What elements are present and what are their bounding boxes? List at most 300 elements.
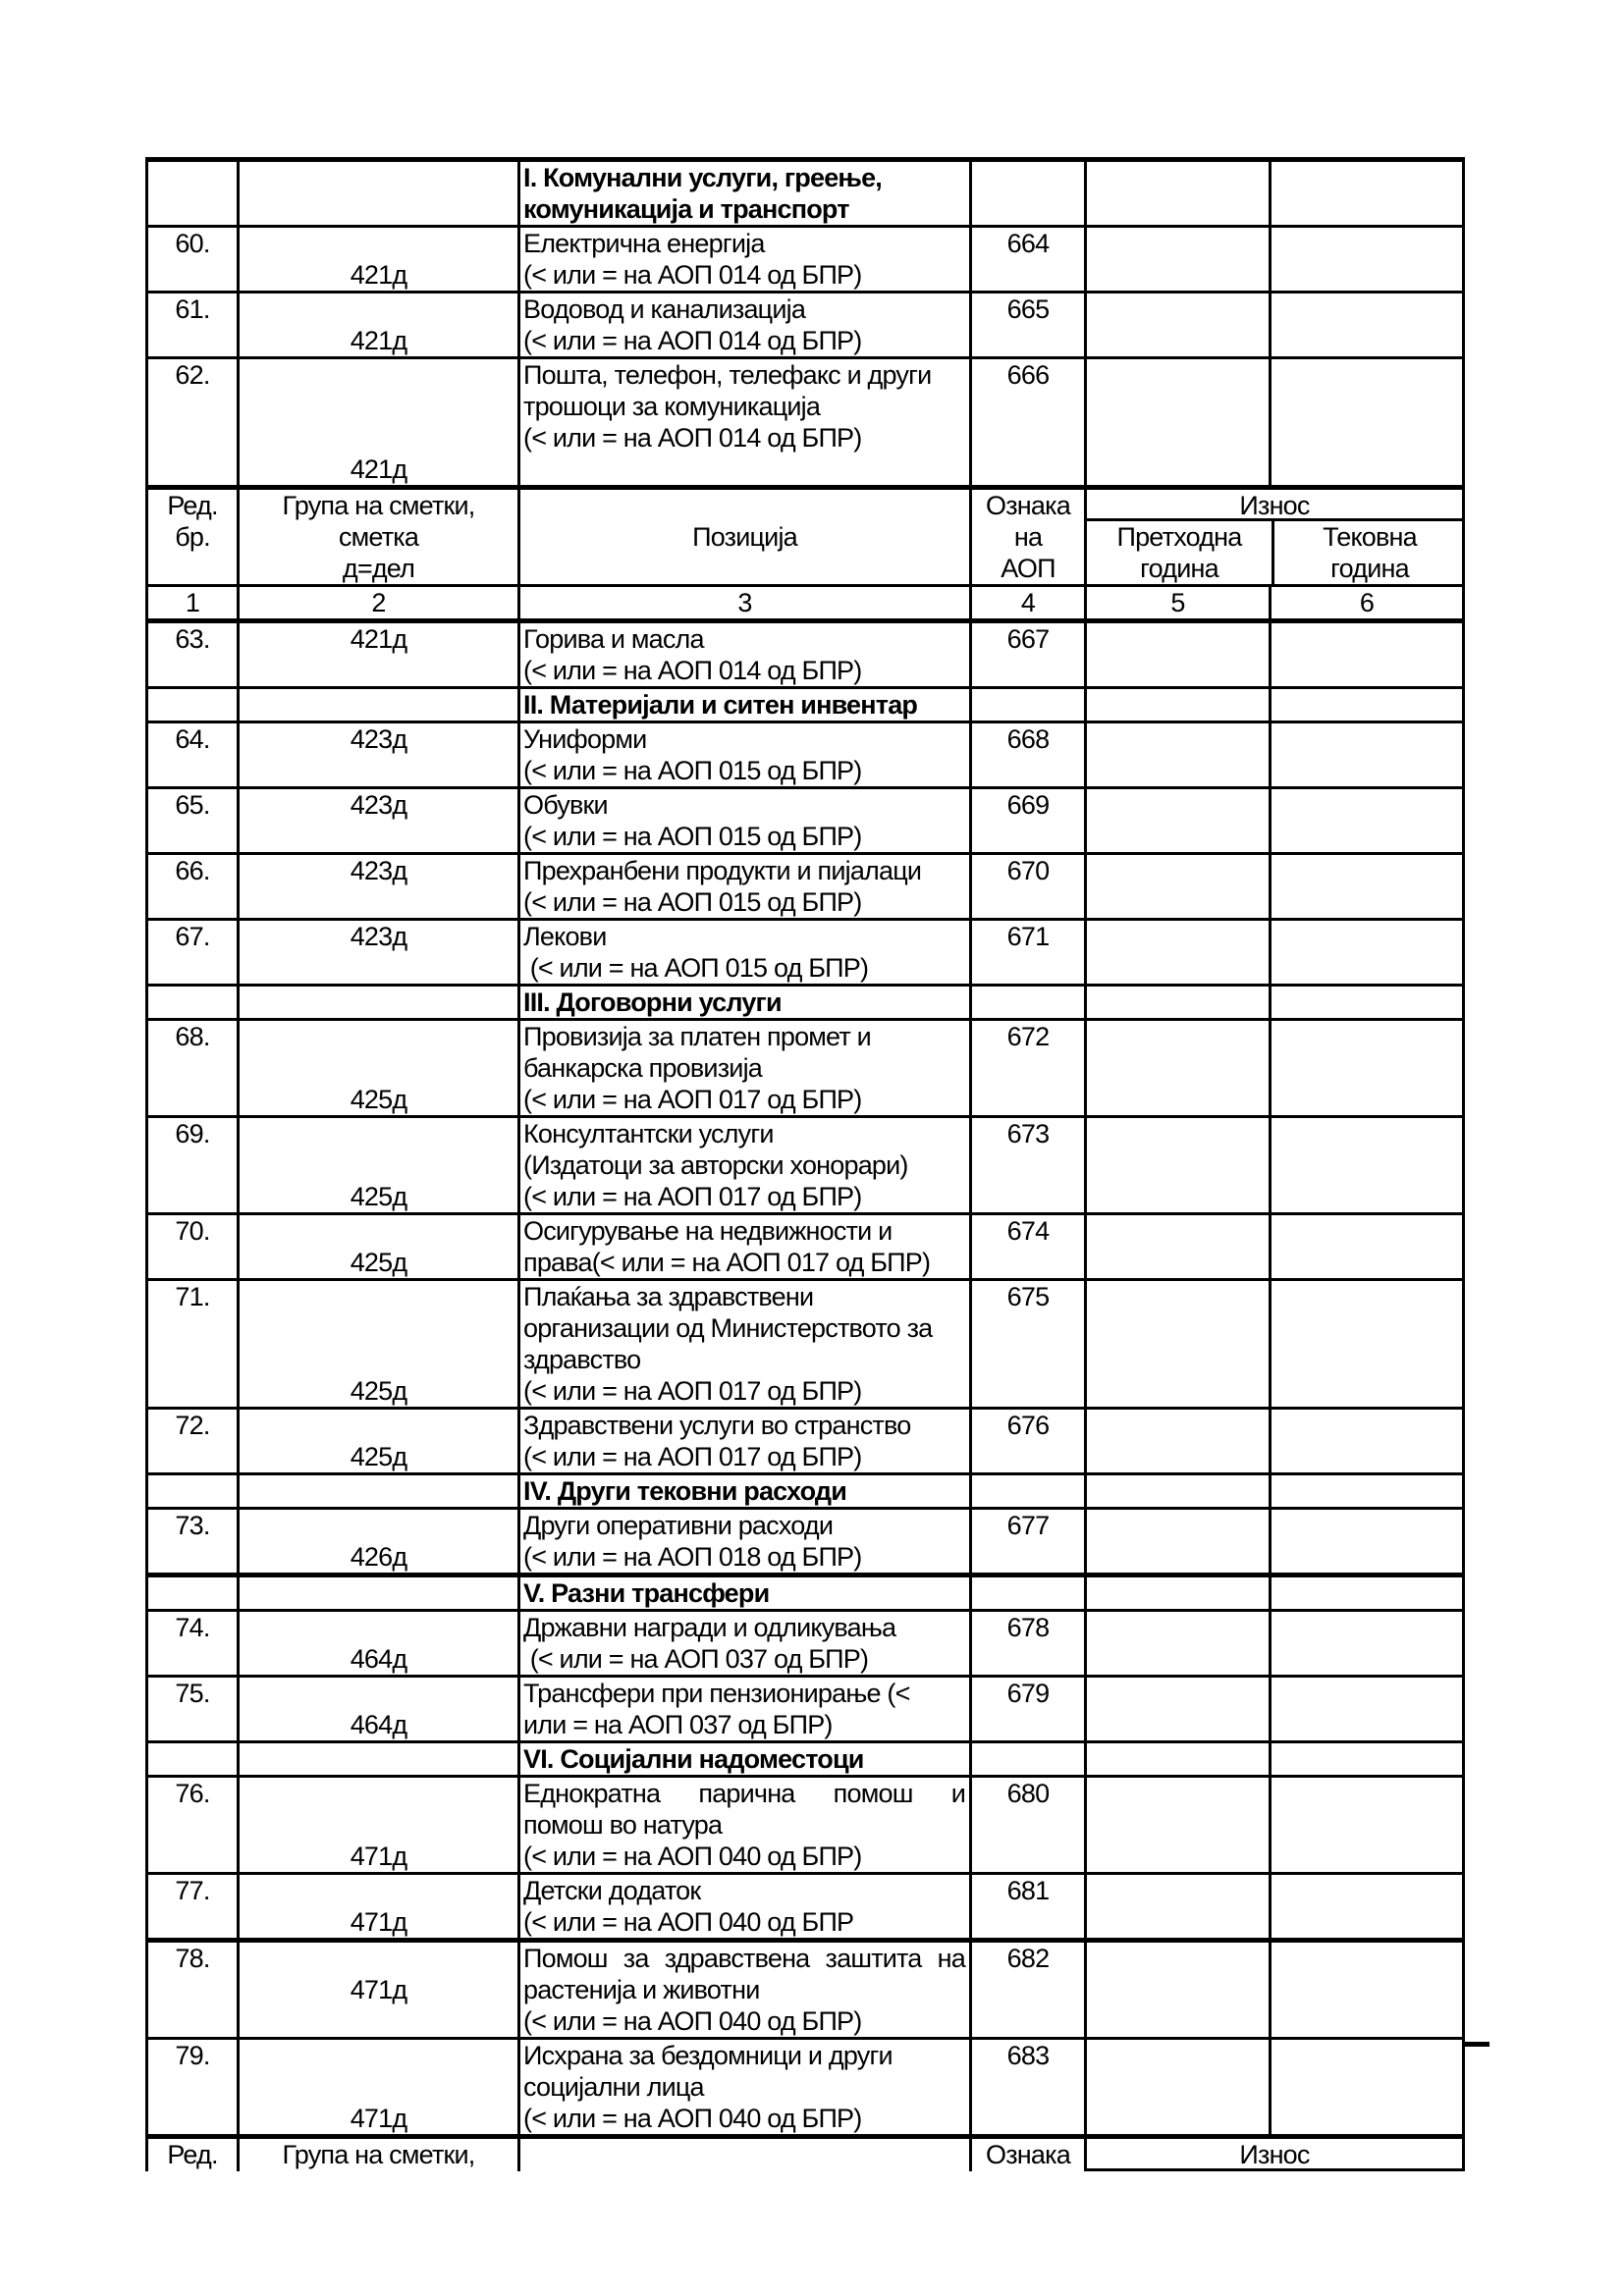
position-cell [517,789,969,852]
account-code-line [240,228,517,259]
position-text-line: Прехранбени продукти и пијалаци [523,856,922,885]
aop-cell [969,921,1084,984]
header-account-line: д=дел [342,554,415,583]
aop-cell [969,723,1084,786]
aop-code: 678 [1006,1613,1050,1642]
account-code-line [240,1118,517,1149]
position-text-line: Горива и масла [523,624,704,654]
table-row-79 [148,2037,1462,2134]
position-text-line: Електрична енергија [523,229,765,258]
amount-header-label: Износ [1087,490,1462,521]
account-code-line [240,1612,517,1643]
row-number-cell [148,162,237,225]
curr-year-header-line: Тековна [1323,522,1417,552]
position-text-line: трошоци за комуникација [523,392,821,421]
aop-cell [969,1577,1084,1609]
budget-expense-table [145,157,1465,2171]
aop-cell [969,1678,1084,1740]
aop-cell [969,1743,1084,1775]
row-number: 70. [175,1216,210,1246]
row-number-cell [148,1577,237,1609]
row-number-cell [148,723,237,786]
table-row-67 [148,918,1462,984]
account-code-line: 425д [350,1376,407,1406]
aop-code: 679 [1006,1679,1050,1708]
account-cell [237,1510,517,1573]
account-cell [237,162,517,225]
table-row-64 [148,721,1462,786]
position-cell [517,723,969,786]
amount-prev-cell [1084,1778,1269,1872]
account-cell [237,294,517,356]
position-cell [517,921,969,984]
repeated-header-partial-row [148,2134,1462,2171]
row-number-cell [148,855,237,918]
amount-prev-cell [1084,623,1269,686]
account-code-line: 464д [350,1644,407,1674]
account-code-line: 471д [350,2104,407,2133]
account-cell [237,1678,517,1740]
position-text-line: права(< или = на АОП 017 од БПР) [523,1248,931,1277]
table-row-61 [148,291,1462,356]
position-text-line: (< или = на АОП 014 од БПР) [523,656,862,685]
row-number-cell [148,1215,237,1278]
position-text-line: Еднократна парична помош и [523,1779,965,1808]
account-code-line: 421д [350,624,407,654]
position-cell [517,294,969,356]
account-code-line [240,1215,517,1247]
aop-cell [969,162,1084,225]
section-title-line: комуникација и транспорт [523,194,849,224]
account-code-line: 471д [350,1975,407,2004]
row-number: 71. [175,1282,210,1311]
position-text-line: (< или = на АОП 037 од БПР) [523,1644,869,1674]
row-number: 76. [175,1779,210,1808]
account-cell [237,1778,517,1872]
account-cell [237,855,517,918]
account-cell [237,1943,517,2037]
amount-curr-cell [1269,162,1462,225]
amount-prev-cell [1084,921,1269,984]
account-code-line: 425д [350,1182,407,1211]
position-cell [517,1281,969,1407]
colnum-aop-cell [969,587,1084,618]
amount-prev-cell [1084,228,1269,291]
aop-code: 680 [1006,1779,1050,1808]
colnum-rownum-cell [148,587,237,618]
row-number-cell [148,1021,237,1115]
amount-curr-cell [1269,1475,1462,1507]
footer-rownum-label: Ред. [167,2140,218,2169]
aop-code: 673 [1006,1119,1050,1148]
position-cell [517,1215,969,1278]
aop-code: 681 [1006,1876,1050,1905]
aop-code: 677 [1006,1511,1050,1540]
row-number: 72. [175,1411,210,1440]
position-text-line: (< или = на АОП 040 од БПР) [523,2104,862,2133]
amount-prev-cell [1084,1943,1269,2037]
section-row [148,157,1462,225]
account-code-line: 471д [350,1842,407,1871]
position-text-line: Консултантски услуги [523,1119,774,1148]
section-row [148,1472,1462,1507]
account-cell [237,1743,517,1775]
row-number: 74. [175,1613,210,1642]
amount-prev-cell [1084,1510,1269,1573]
amount-curr-cell [1269,1021,1462,1115]
position-text-line: (Издатоци за авторски хонорари) [523,1150,908,1180]
row-number-cell [148,2040,237,2134]
account-code-line: 423д [350,790,407,820]
table-row-62 [148,356,1462,485]
aop-cell [969,789,1084,852]
header-rownum-line: Ред. [167,491,218,520]
section-title-cell [517,162,969,225]
account-code-line [240,2040,517,2071]
position-text-line: (< или = на АОП 040 од БПР) [523,1842,862,1871]
table-row-75 [148,1675,1462,1740]
account-code-line [240,1510,517,1541]
position-text-line: (< или = на АОП 017 од БПР) [523,1182,862,1211]
amount-curr-cell [1269,2040,1462,2134]
account-code-line [240,1021,517,1052]
position-text-line: Исхрана за бездомници и други [523,2041,893,2070]
footer-account-cell [237,2139,517,2171]
column-number: 3 [737,588,752,617]
column-number: 6 [1359,588,1375,617]
aop-code: 666 [1006,360,1050,390]
account-cell [237,2040,517,2134]
table-row-60 [148,225,1462,291]
table-row-78 [148,1938,1462,2037]
position-text-line: (< или = на АОП 018 од БПР) [523,1542,862,1572]
aop-cell [969,1943,1084,2037]
section-title-line: V. Разни трансфери [523,1578,770,1608]
account-cell [237,921,517,984]
colnum-account-cell [237,587,517,618]
account-code-line: 421д [350,454,407,484]
amount-prev-cell [1084,1215,1269,1278]
account-cell [237,1215,517,1278]
account-code-line: 421д [350,326,407,355]
column-number: 2 [371,588,386,617]
aop-cell [969,987,1084,1018]
position-text-line: Плаќања за здравствени [523,1282,814,1311]
amount-prev-cell [1084,987,1269,1018]
position-text-line: Здравствени услуги во странство [523,1411,911,1440]
account-cell [237,723,517,786]
aop-cell [969,1475,1084,1507]
position-text-line: Лекови [523,922,607,951]
aop-code: 668 [1006,724,1050,754]
aop-cell [969,2040,1084,2134]
account-cell [237,1475,517,1507]
row-number-cell [148,1943,237,2037]
aop-cell [969,228,1084,291]
table-row-69 [148,1115,1462,1212]
amount-curr-cell [1269,1410,1462,1472]
row-number: 68. [175,1022,210,1051]
aop-cell [969,1410,1084,1472]
account-code-line [240,1344,517,1375]
row-number: 61. [175,294,210,324]
column-number: 4 [1020,588,1036,617]
footer-aop-label: Ознака [986,2140,1070,2169]
amount-prev-cell [1084,294,1269,356]
table-row-76 [148,1775,1462,1872]
header-position-label: Позиција [692,522,797,552]
colnum-curr-year-cell [1269,587,1462,618]
amount-curr-cell [1269,1281,1462,1407]
row-number: 67. [175,922,210,951]
account-code-line: 423д [350,856,407,885]
position-cell [517,1778,969,1872]
account-code-line [240,1052,517,1084]
account-code-line [240,1809,517,1841]
position-cell [517,1410,969,1472]
aop-cell [969,1510,1084,1573]
column-header-row [148,485,1462,584]
section-title-line: VI. Социјални надоместоци [523,1744,864,1774]
account-cell [237,1577,517,1609]
amount-curr-cell [1269,921,1462,984]
position-text-line: (< или = на АОП 014 од БПР) [523,260,862,290]
position-text-line: Трансфери при пензионирање (< [523,1679,910,1708]
account-code-line [240,391,517,422]
amount-prev-cell [1084,359,1269,485]
account-code-line [240,294,517,325]
prev-year-header-line: година [1140,554,1218,583]
account-cell [237,228,517,291]
row-number-cell [148,1875,237,1938]
position-cell [517,623,969,686]
section-row [148,1573,1462,1609]
account-code-line: 471д [350,1907,407,1937]
header-aop-cell [969,490,1084,584]
scan-artifact-line [1462,2042,1489,2047]
aop-code: 674 [1006,1216,1050,1246]
row-number-cell [148,1281,237,1407]
position-text-line: помош во натура [523,1810,723,1840]
row-number-cell [148,1678,237,1740]
position-text-line: Државни награди и одликувања [523,1613,896,1642]
section-title-line: IV. Други тековни расходи [523,1476,847,1506]
section-title-cell [517,987,969,1018]
position-text-line: (< или = на АОП 015 од БПР) [523,953,869,983]
footer-amount-cell [1084,2139,1462,2171]
account-code-line: 425д [350,1085,407,1114]
account-code-line [240,1312,517,1344]
row-number-cell [148,689,237,721]
account-code-line: 423д [350,922,407,951]
aop-cell [969,294,1084,356]
account-cell [237,1612,517,1675]
curr-year-header-cell [1272,521,1462,584]
position-text-line: Провизија за платен промет и [523,1022,871,1051]
colnum-position-cell [517,587,969,618]
amount-prev-cell [1084,1678,1269,1740]
amount-curr-cell [1269,689,1462,721]
amount-prev-cell [1084,1475,1269,1507]
account-cell [237,689,517,721]
account-cell [237,623,517,686]
position-cell [517,1510,969,1573]
column-number: 1 [185,588,200,617]
header-aop-line: на [1013,522,1043,552]
amount-curr-cell [1269,1215,1462,1278]
header-account-cell [237,490,517,584]
account-code-line [240,1410,517,1441]
footer-position-cell [517,2139,969,2171]
amount-curr-cell [1269,1743,1462,1775]
section-title-line: III. Договорни услуги [523,988,782,1017]
aop-cell [969,1875,1084,1938]
position-text-line: (< или = на АОП 015 од БПР) [523,756,862,785]
account-code-line [240,1281,517,1312]
row-number-cell [148,1118,237,1212]
position-text-line: Водовод и канализација [523,294,806,324]
aop-cell [969,1612,1084,1675]
position-cell [517,359,969,485]
header-aop-line: АОП [1001,554,1056,583]
amount-curr-cell [1269,294,1462,356]
footer-account-label: Група на сметки, [282,2140,475,2169]
table-row-73 [148,1507,1462,1573]
account-cell [237,1410,517,1472]
row-number: 75. [175,1679,210,1708]
table-row-74 [148,1609,1462,1675]
section-title-cell [517,1475,969,1507]
aop-cell [969,623,1084,686]
position-cell [517,2040,969,2134]
position-text-line: (< или = на АОП 017 од БПР) [523,1376,862,1406]
amount-prev-cell [1084,1577,1269,1609]
header-aop-line: Ознака [986,491,1070,520]
position-text-line: (< или = на АОП 014 од БПР) [523,326,862,355]
header-amount-cell [1084,490,1462,584]
account-cell [237,789,517,852]
row-number: 66. [175,856,210,885]
row-number-cell [148,1743,237,1775]
row-number-cell [148,789,237,852]
aop-code: 672 [1006,1022,1050,1051]
header-account-line: Група на сметки, [282,491,475,520]
account-code-line: 426д [350,1542,407,1572]
account-cell [237,987,517,1018]
prev-year-header-cell [1087,521,1272,584]
row-number: 73. [175,1511,210,1540]
row-number: 60. [175,229,210,258]
position-cell [517,1118,969,1212]
header-position-cell [517,490,969,584]
amount-prev-cell [1084,1281,1269,1407]
aop-cell [969,1778,1084,1872]
curr-year-header-line: година [1330,554,1409,583]
table-row-63 [148,618,1462,686]
amount-prev-cell [1084,723,1269,786]
account-code-line: 464д [350,1710,407,1739]
amount-prev-cell [1084,2040,1269,2134]
header-rownum-cell [148,490,237,584]
position-text-line: (< или = на АОП 014 од БПР) [523,423,862,453]
amount-curr-cell [1269,1612,1462,1675]
row-number-cell [148,1510,237,1573]
amount-prev-cell [1084,162,1269,225]
amount-curr-cell [1269,359,1462,485]
position-cell [517,1678,969,1740]
amount-curr-cell [1269,987,1462,1018]
amount-prev-cell [1084,1118,1269,1212]
position-cell [517,1943,969,2037]
position-text-line: (< или = на АОП 017 од БПР) [523,1442,862,1471]
section-title-cell [517,1743,969,1775]
amount-curr-cell [1269,1943,1462,2037]
account-code-line: 423д [350,724,407,754]
amount-prev-cell [1084,789,1269,852]
account-cell [237,1281,517,1407]
row-number-cell [148,1778,237,1872]
table-row-72 [148,1407,1462,1472]
position-text-line: здравство [523,1345,641,1374]
row-number-cell [148,1475,237,1507]
position-text-line: Помош за здравствена заштита на [523,1944,965,1973]
aop-code: 682 [1006,1944,1050,1973]
aop-code: 676 [1006,1411,1050,1440]
aop-cell [969,1021,1084,1115]
footer-rownum-cell [148,2139,237,2171]
row-number: 62. [175,360,210,390]
header-account-line: сметка [338,522,419,552]
row-number: 64. [175,724,210,754]
row-number-cell [148,294,237,356]
aop-cell [969,689,1084,721]
position-text-line: Детски додаток [523,1876,701,1905]
amount-year-columns [1087,521,1462,584]
position-text-line: (< или = на АОП 040 од БПР) [523,2006,862,2036]
aop-cell [969,1215,1084,1278]
account-code-line [240,1149,517,1181]
aop-code: 667 [1006,624,1050,654]
row-number-cell [148,921,237,984]
aop-cell [969,855,1084,918]
row-number-cell [148,1410,237,1472]
amount-prev-cell [1084,1743,1269,1775]
amount-curr-cell [1269,1510,1462,1573]
footer-aop-cell [969,2139,1084,2171]
account-code-line [240,1943,517,1974]
amount-curr-cell [1269,1778,1462,1872]
footer-amount-label: Износ [1239,2140,1310,2169]
amount-curr-cell [1269,723,1462,786]
account-code-line [240,1678,517,1709]
position-cell [517,228,969,291]
row-number-cell [148,1612,237,1675]
amount-curr-cell [1269,1577,1462,1609]
row-number: 63. [175,624,210,654]
account-code-line: 421д [350,260,407,290]
account-code-line [240,422,517,454]
table-row-65 [148,786,1462,852]
column-numbers-row [148,584,1462,618]
column-number: 5 [1170,588,1185,617]
aop-code: 671 [1006,922,1050,951]
header-rownum-line: бр. [175,522,210,552]
row-number-cell [148,987,237,1018]
section-row [148,1740,1462,1775]
account-code-line [240,1875,517,1906]
account-code-line: 425д [350,1248,407,1277]
amount-curr-cell [1269,855,1462,918]
